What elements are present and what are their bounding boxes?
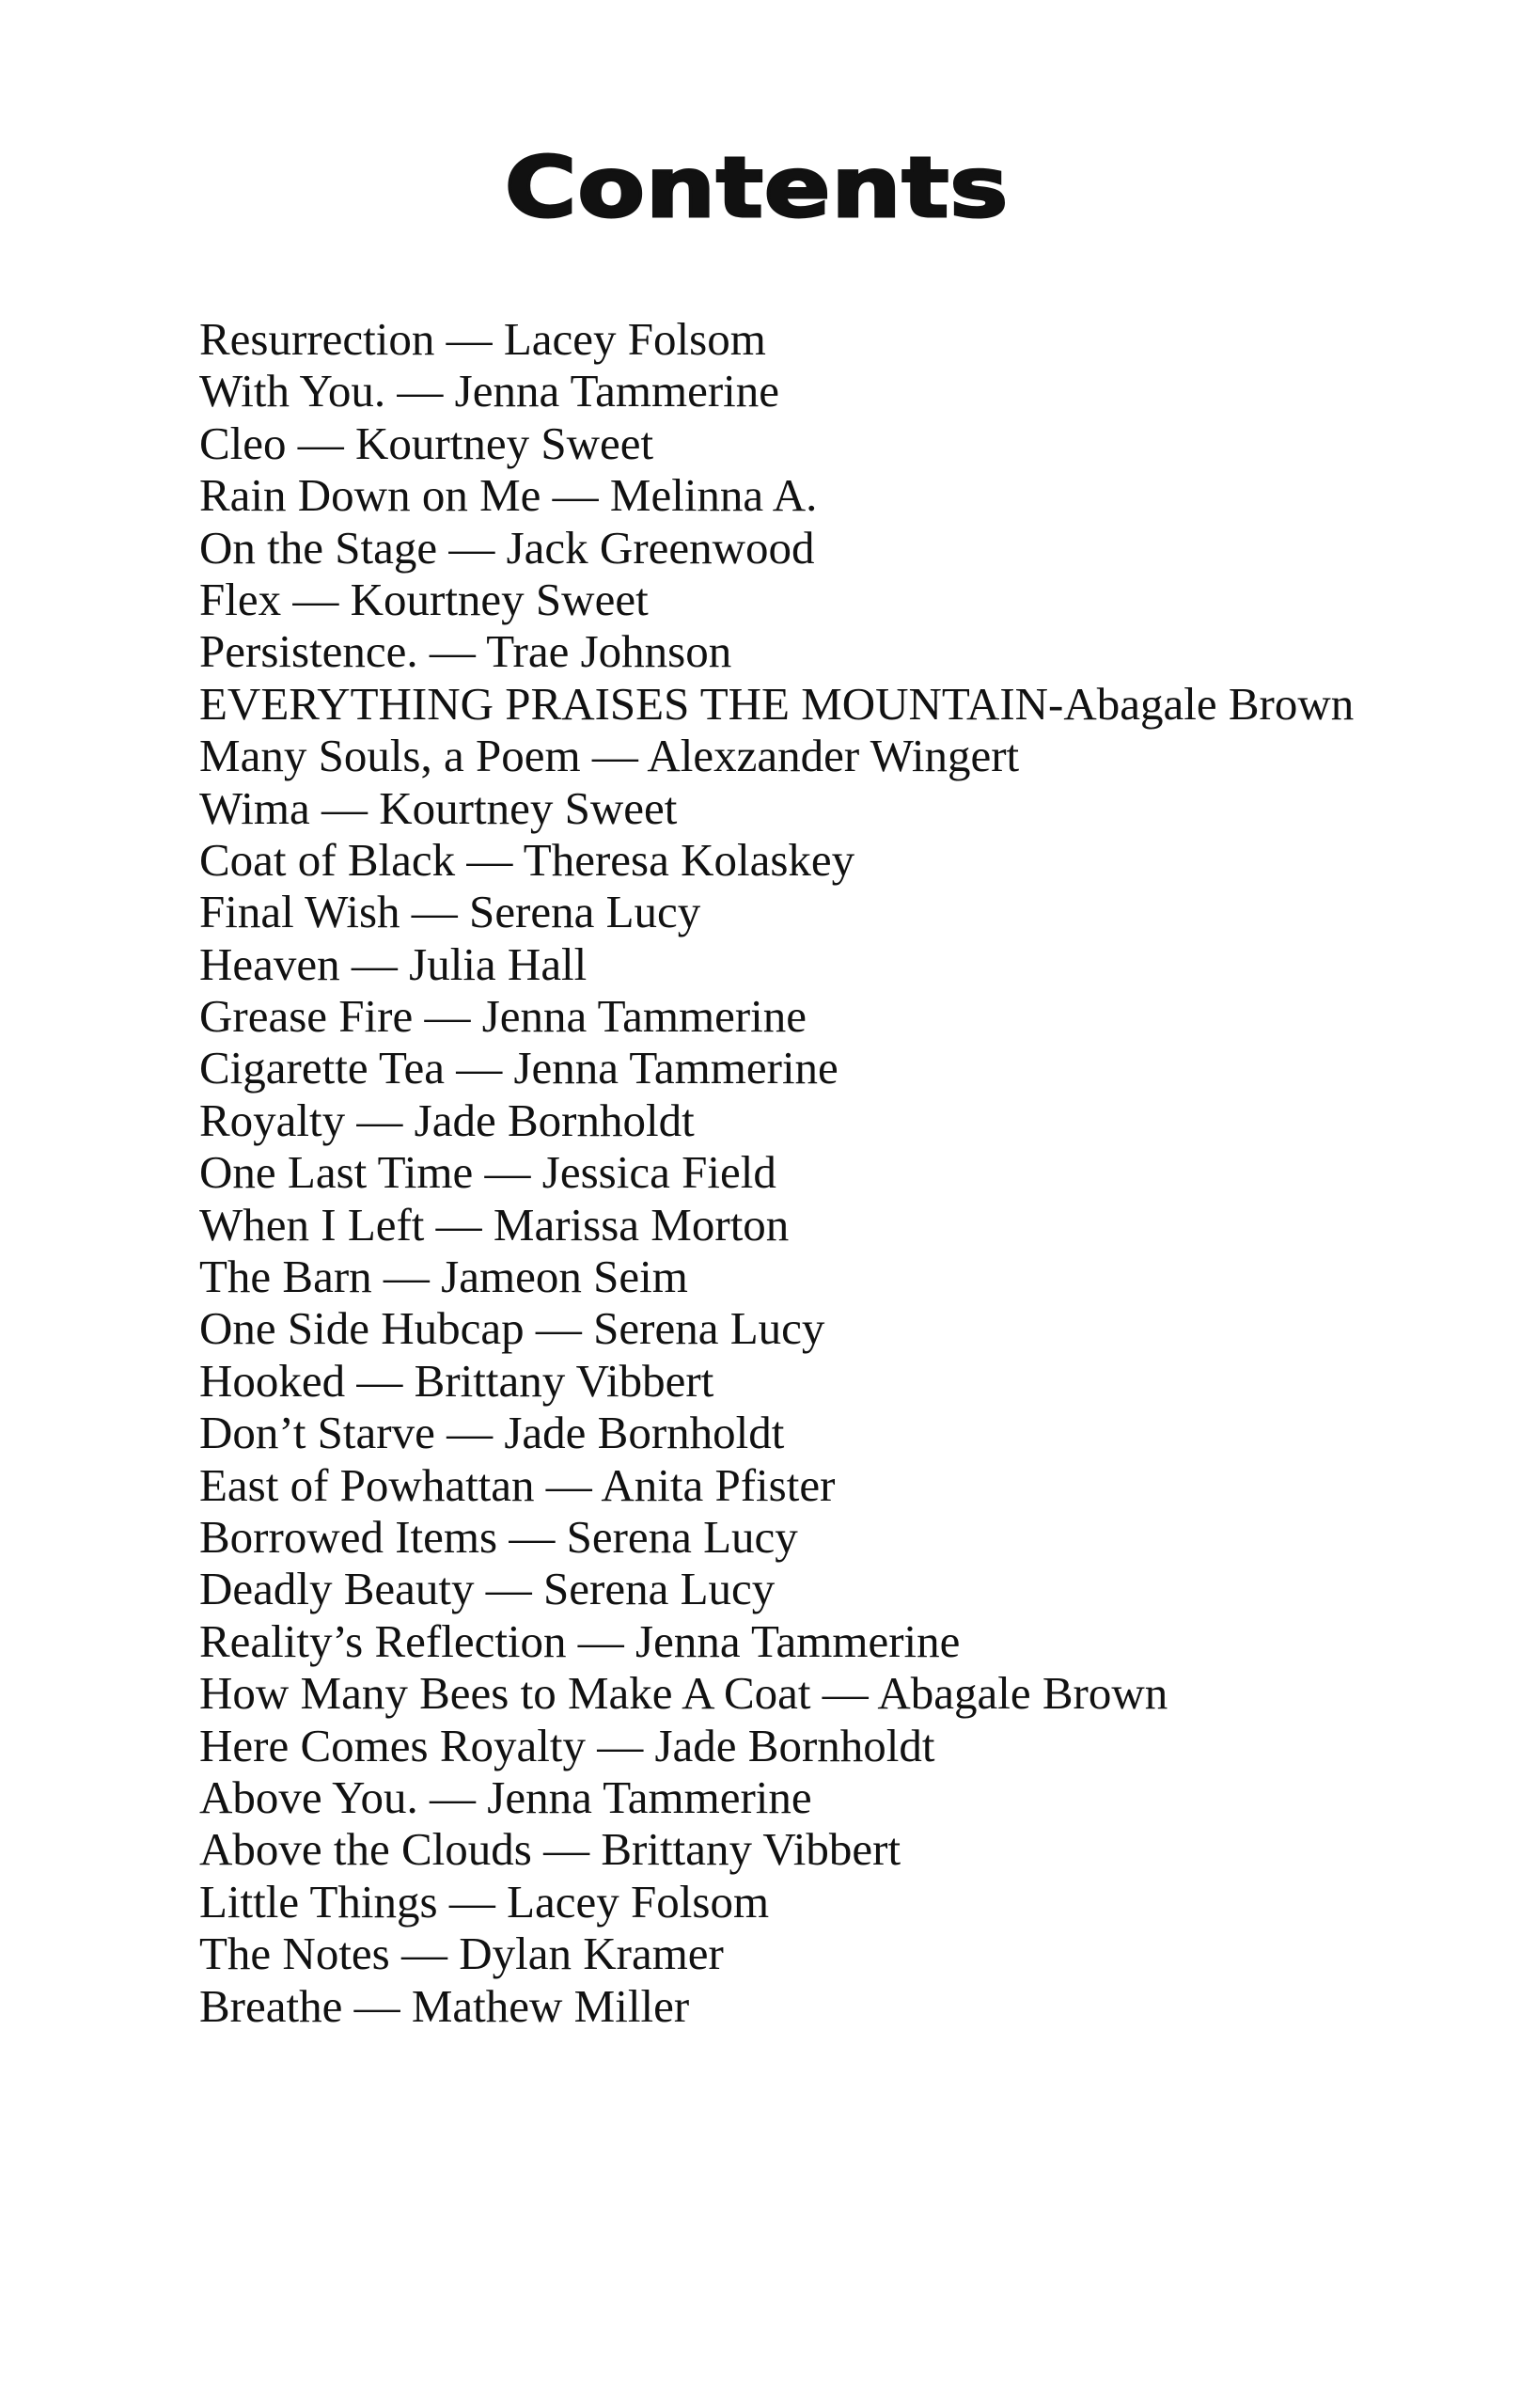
toc-entry: Here Comes Royalty — Jade Bornholdt: [199, 1719, 935, 1771]
toc-entry: How Many Bees to Make A Coat — Abagale Brown: [199, 1667, 1168, 1720]
toc-entry: Persistence. — Trae Johnson: [199, 625, 732, 678]
toc-entry: Cigarette Tea — Jenna Tammerine: [199, 1042, 839, 1094]
toc-entry: One Side Hubcap — Serena Lucy: [199, 1302, 825, 1355]
toc-entry: Resurrection — Lacey Folsom: [199, 313, 766, 365]
toc-entry: Many Souls, a Poem — Alexzander Wingert: [199, 730, 1020, 782]
toc-entry: Reality’s Reflection — Jenna Tammerine: [199, 1614, 961, 1667]
toc-entry: The Barn — Jameon Seim: [199, 1251, 688, 1303]
toc-entry: Final Wish — Serena Lucy: [199, 886, 701, 938]
toc-entry: Don’t Starve — Jade Bornholdt: [199, 1407, 785, 1459]
toc-entry: On the Stage — Jack Greenwood: [199, 521, 815, 574]
toc-entry: EVERYTHING PRAISES THE MOUNTAIN-Abagale Brown: [199, 677, 1355, 730]
toc-entry: Above the Clouds — Brittany Vibbert: [199, 1823, 901, 1876]
toc-entry: Cleo — Kourtney Sweet: [199, 417, 654, 469]
toc-entry: Little Things — Lacey Folsom: [199, 1875, 770, 1928]
table-of-contents: [199, 313, 1515, 2032]
toc-entry: Grease Fire — Jenna Tammerine: [199, 990, 807, 1043]
toc-entry: The Notes — Dylan Kramer: [199, 1928, 724, 1980]
toc-entry: With You. — Jenna Tammerine: [199, 365, 780, 417]
page-title: Contents: [505, 139, 1010, 236]
toc-entry: Rain Down on Me — Melinna A.: [199, 469, 818, 522]
toc-entry: Deadly Beauty — Serena Lucy: [199, 1563, 776, 1615]
toc-entry: Above You. — Jenna Tammerine: [199, 1771, 812, 1823]
toc-entry: When I Left — Marissa Morton: [199, 1198, 790, 1251]
toc-entry: Breathe — Mathew Miller: [199, 1979, 690, 2032]
toc-entry: Borrowed Items — Serena Lucy: [199, 1510, 798, 1563]
toc-entry: Flex — Kourtney Sweet: [199, 573, 649, 625]
toc-entry: Royalty — Jade Bornholdt: [199, 1094, 695, 1146]
toc-entry: Hooked — Brittany Vibbert: [199, 1354, 714, 1407]
toc-entry: Coat of Black — Theresa Kolaskey: [199, 833, 855, 886]
toc-entry: Wima — Kourtney Sweet: [199, 781, 678, 834]
toc-entry: Heaven — Julia Hall: [199, 937, 588, 990]
toc-entry: One Last Time — Jessica Field: [199, 1146, 776, 1199]
toc-entry: East of Powhattan — Anita Pfister: [199, 1458, 836, 1511]
